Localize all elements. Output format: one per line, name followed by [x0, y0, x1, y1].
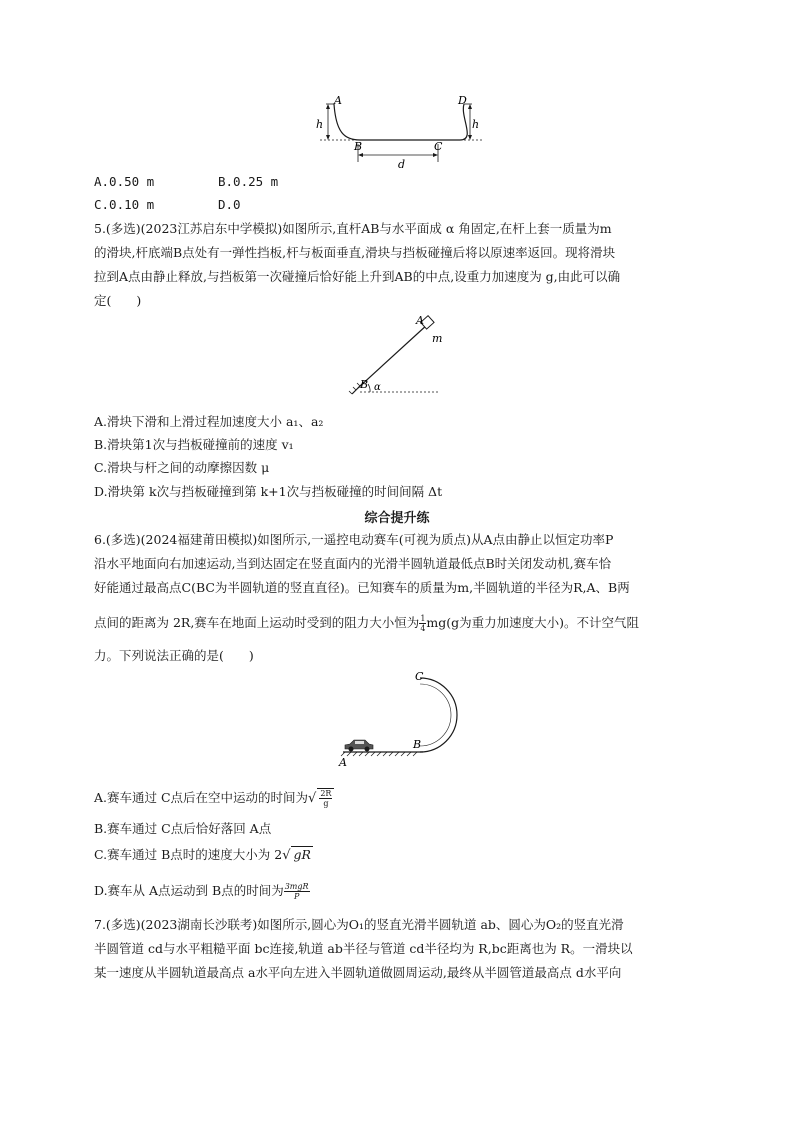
- fig1-label-c: C: [434, 140, 443, 153]
- fig3-label-b: B: [413, 738, 422, 751]
- fig1-label-h-right: h: [472, 118, 480, 131]
- fig2-label-m: m: [432, 332, 443, 345]
- q6-option-d-text: D.赛车从 A点运动到 B点的时间为: [94, 883, 284, 898]
- q6-line-4-part-a: 点间的距离为 2R,赛车在地面上运动时受到的阻力大小恒为: [94, 615, 420, 630]
- q6-line-4-part-b: mg(g为重力加速度大小)。不计空气阻: [426, 615, 640, 630]
- q6-option-c-radicand: gR: [293, 847, 311, 862]
- fig3-label-c: C: [415, 670, 424, 683]
- q6-line-2: 沿水平地面向右加速运动,当到达固定在竖直面内的光滑半圆轨道最低点B时关闭发动机,赛车恰: [94, 556, 612, 571]
- q6-option-a: A.赛车通过 C点后在空中运动的时间为√ $\frac{2R}{g}$: [94, 788, 334, 808]
- fig1-label-d-distance: d: [398, 158, 406, 171]
- q5-option-d: D.滑块第 k次与挡板碰撞到第 k+1次与挡板碰撞的时间间隔 Δt: [94, 484, 443, 499]
- q5-line-3: 拉到A点由静止释放,与挡板第一次碰撞后恰好能上升到AB的中点,设重力加速度为 g,由此可以确: [94, 269, 621, 284]
- fig1-label-h-left: h: [316, 118, 324, 131]
- q7-line-3: 某一速度从半圆轨道最高点 a水平向左进入半圆轨道做圆周运动,最终从半圆管道最高点 d水平向: [94, 965, 622, 980]
- q4-option-b: B.0.25 m: [218, 174, 279, 189]
- q5-option-c: C.滑块与杆之间的动摩擦因数 μ: [94, 460, 270, 475]
- q6-option-d-num: 3mgR: [284, 882, 309, 891]
- q7-line-1: 7.(多选)(2023湖南长沙联考)如图所示,圆心为O₁的竖直光滑半圆轨道 ab、圆心为O₂的竖直光滑: [94, 917, 624, 932]
- q6-line-5: 力。下列说法正确的是( ): [94, 648, 254, 663]
- q5-line-4: 定( ): [94, 293, 142, 308]
- q6-line-4: [94, 614, 639, 633]
- q6-fraction-den: 4: [420, 624, 426, 633]
- fig2-label-alpha: α: [374, 382, 381, 393]
- car-track-figure: [335, 668, 475, 768]
- fig2-label-a: A: [416, 314, 424, 327]
- race-car-icon: [345, 740, 373, 752]
- q5-option-a: A.滑块下滑和上滑过程加速度大小 a₁、a₂: [94, 414, 324, 429]
- q6-option-b: B.赛车通过 C点后恰好落回 A点: [94, 821, 272, 836]
- q5-line-2: 的滑块,杆底端B点处有一弹性挡板,杆与板面垂直,滑块与挡板碰撞后将以原速率返回。现将滑块: [94, 245, 616, 260]
- fig1-label-a: A: [334, 94, 342, 107]
- q4-option-c: C.0.10 m: [94, 197, 155, 212]
- q6-line-1: 6.(多选)(2024福建莆田模拟)如图所示,一遥控电动赛车(可视为质点)从A点由静止以恒定功率P: [94, 532, 614, 547]
- q6-option-c-text: C.赛车通过 B点时的速度大小为 2: [94, 847, 283, 862]
- q4-option-d: D.0: [218, 197, 241, 212]
- fig1-label-d: D: [458, 94, 467, 107]
- q6-option-d: [94, 882, 310, 901]
- fig1-label-b: B: [354, 140, 363, 153]
- q6-option-d-den: P: [293, 892, 300, 901]
- fig3-label-a: A: [339, 756, 347, 768]
- rod-figure: [340, 312, 450, 402]
- q5-line-1: 5.(多选)(2023江苏启东中学模拟)如图所示,直杆AB与水平面成 α 角固定,在杆上套一质量为m: [94, 221, 612, 236]
- track-figure: [310, 92, 500, 172]
- q6-option-a-den: g: [323, 799, 329, 808]
- q6-line-3: 好能通过最高点C(BC为半圆轨道的竖直直径)。已知赛车的质量为m,半圆轨道的半径为R,A、B两: [94, 580, 630, 595]
- section-title: 综合提升练: [364, 511, 430, 526]
- q6-option-a-text: A.赛车通过 C点后在空中运动的时间为: [94, 790, 309, 805]
- q6-option-a-num: 2R: [320, 789, 332, 798]
- q7-line-2: 半圆管道 cd与水平粗糙平面 bc连接,轨道 ab半径与管道 cd半径均为 R,bc距离也为 R。一滑块以: [94, 941, 633, 956]
- q6-option-c: C.赛车通过 B点时的速度大小为 2√ gR: [94, 847, 311, 863]
- q6-fraction-num: 1: [420, 614, 426, 623]
- fig2-label-b: B: [360, 378, 369, 391]
- q5-option-b: B.滑块第1次与挡板碰撞前的速度 v₁: [94, 437, 294, 452]
- q4-option-a: A.0.50 m: [94, 174, 155, 189]
